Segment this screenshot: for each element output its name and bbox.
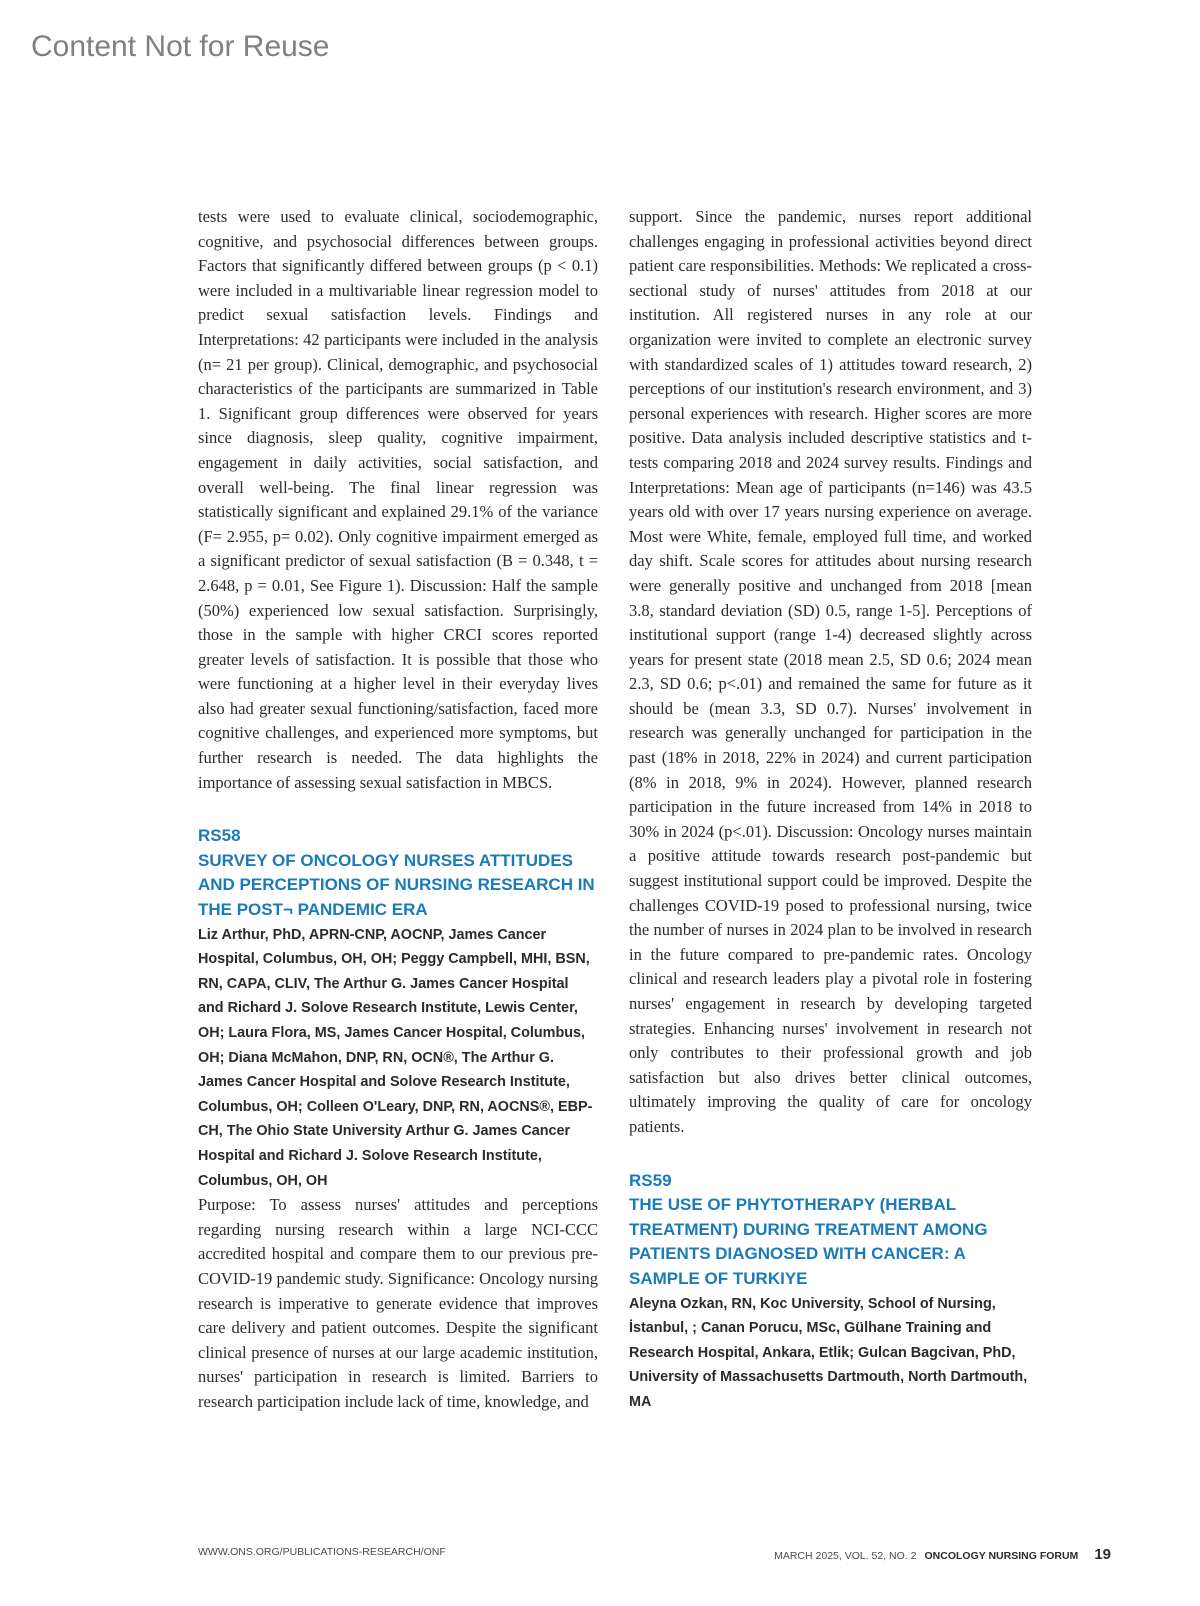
rs57-continued-text: tests were used to evaluate clinical, sociodemographic, cognitive, and psychosocial differences between groups. Factors that significantly differed between groups (p < 0.1) were included in a multivariable linear regression model to predict sexual satisfaction levels. Findings and Interpretations: 42 participants were included in the analysis (n= 21 per group). Clinical, demographic, and psychosocial characteristics of the participants are summarized in Table 1. Significant group differences were observed for years since diagnosis, sleep quality, cognitive impairment, engagement in daily activities, social satisfaction, and overall well-being. The final linear regression was statistically significant and explained 29.1% of the variance (F= 2.955, p= 0.02). Only cognitive impairment emerged as a significant predictor of sexual satisfaction (B = 0.348, t = 2.648, p = 0.01, See Figure 1). Discussion: Half the sample (50%) experienced low sexual satisfaction. Surprisingly, those in the sample with higher CRCI scores reported greater levels of satisfaction. It is possible that those who were functioning at a higher level in their everyday lives also had greater sexual functioning/satisfaction, faced more cognitive challenges, and experienced more symptoms, but further research is needed. The data highlights the importance of assessing sexual satisfaction in MBCS. [198, 207, 598, 792]
page-number: 19 [1094, 1546, 1111, 1563]
footer-url: WWW.ONS.ORG/PUBLICATIONS-RESEARCH/ONF [198, 1546, 446, 1558]
footer-issue-info [774, 1546, 1111, 1563]
rs58-body-start: Purpose: To assess nurses' attitudes and perceptions regarding nursing research within a large NCI-CCC accredited hospital and compare them to our previous pre- COVID-19 pandemic study. Significance: Oncology nursing research is imperative to generate evidence that improves care delivery and patient outcomes. Despite the significant clinical presence of nurses at our large academic institution, nurses' participation in research is limited. Barriers to research participation include lack of time, knowledge, and [198, 1195, 598, 1411]
right-column [629, 205, 1032, 1415]
abstract-id-rs59: RS59 [629, 1170, 672, 1190]
abstract-title-rs58: SURVEY OF ONCOLOGY NURSES ATTITUDES AND PERCEPTIONS OF NURSING RESEARCH IN THE POST¬ PANDEMIC ERA [198, 850, 595, 920]
rs58-body-continued: support. Since the pandemic, nurses report additional challenges engaging in professional activities beyond direct patient care responsibilities. Methods: We replicated a cross-sectional study of nurses' attitudes from 2018 at our institution. All registered nurses in any role at our organization were invited to complete an electronic survey with standardized scales of 1) attitudes toward research, 2) perceptions of our institution's research environment, and 3) personal experiences with research. Higher scores are more positive. Data analysis included descriptive statistics and t-tests comparing 2018 and 2024 survey results. Findings and Interpretations: Mean age of participants (n=146) was 43.5 years old with over 17 years nursing experience on average. Most were White, female, employed full time, and worked day shift. Scale scores for attitudes about nursing research were generally positive and unchanged from 2018 [mean 3.8, standard deviation (SD) 0.5, range 1-5]. Perceptions of institutional support (range 1-4) decreased slightly across years for present state (2018 mean 2.5, SD 0.6; 2024 mean 2.3, SD 0.6; p<.01) and remained the same for future as it should be (mean 3.3, SD 0.7). Nurses' involvement in research was generally unchanged for participation in the past (18% in 2018, 22% in 2024) and current participation (8% in 2018, 9% in 2024). However, planned research participation in the future increased from 14% in 2018 to 30% in 2024 (p<.01). Discussion: Oncology nurses maintain a positive attitude towards research post-pandemic but suggest institutional support could be improved. Despite the challenges COVID-19 posed to professional nursing, twice the number of nurses in 2024 plan to be involved in research in the future compared to pre-pandemic rates. Oncology clinical and research leaders play a pivotal role in fostering nurses' engagement in research by developing targeted strategies. Enhancing nurses' involvement in research not only contributes to their professional growth and job satisfaction but also drives better clinical outcomes, ultimately improving the quality of care for oncology patients. [629, 207, 1032, 1136]
left-column [198, 205, 598, 1415]
watermark: Content Not for Reuse [31, 30, 330, 63]
abstract-id-rs58: RS58 [198, 826, 241, 846]
abstract-authors-rs59: Aleyna Ozkan, RN, Koc University, School of Nursing, İstanbul, ; Canan Porucu, MSc, Gülhane Training and Research Hospital, Ankara, Etlik; Gulcan Bagcivan, PhD, University of Massachusetts Dartmouth, North Dartmouth, MA [629, 1295, 1028, 1410]
footer-issue: MARCH 2025, VOL. 52, NO. 2 [774, 1550, 917, 1562]
footer-journal-name: ONCOLOGY NURSING FORUM [924, 1550, 1079, 1562]
abstract-title-rs59: THE USE OF PHYTOTHERAPY (HERBAL TREATMENT) DURING TREATMENT AMONG PATIENTS DIAGNOSED WITH CANCER: A SAMPLE OF TURKIYE [629, 1195, 988, 1288]
abstract-authors-rs58: Liz Arthur, PhD, APRN-CNP, AOCNP, James Cancer Hospital, Columbus, OH, OH; Peggy Campbell, MHI, BSN, RN, CAPA, CLIV, The Arthur G. James Cancer Hospital and Richard J. Solove Research Institute, Lewis Center, OH; Laura Flora, MS, James Cancer Hospital, Columbus, OH; Diana McMahon, DNP, RN, OCN®, The Arthur G. James Cancer Hospital and Solove Research Institute, Columbus, OH; Colleen O'Leary, DNP, RN, AOCNS®, EBP-CH, The Ohio State University Arthur G. James Cancer Hospital and Richard J. Solove Research Institute, Columbus, OH, OH [198, 926, 593, 1189]
